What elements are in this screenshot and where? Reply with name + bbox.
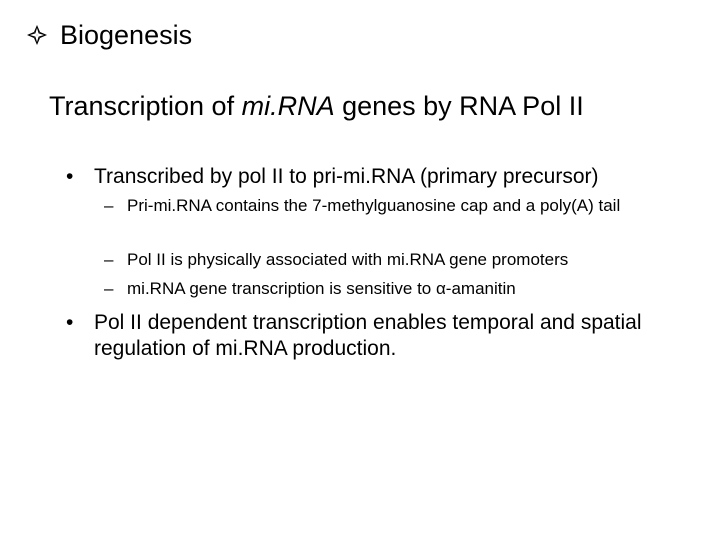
sub-bullet-text: mi.RNA gene transcription is sensitive to α-amanitin: [127, 279, 516, 298]
diamond-bullet-icon: [26, 24, 48, 46]
sub-bullet-marker: –: [104, 196, 114, 215]
bullet-marker: •: [66, 165, 74, 188]
slide-heading: [26, 18, 192, 52]
sub-bullet-item: [104, 250, 687, 270]
subtitle-italic: mi.RNA: [241, 91, 335, 121]
sub-bullet-marker: –: [104, 279, 114, 298]
sub-bullet-text: Pri-mi.RNA contains the 7-methylguanosine cap and a poly(A) tail: [127, 196, 621, 215]
bullet-text: Transcribed by pol II to pri-mi.RNA (primary precursor): [94, 165, 599, 188]
sub-bullet-marker: –: [104, 250, 114, 269]
slide-subtitle: [49, 89, 584, 123]
heading-text: Biogenesis: [60, 20, 193, 50]
bullet-item: [66, 164, 664, 190]
bullet-text: Pol II dependent transcription enables temporal and spatial regulation of mi.RNA production.: [94, 311, 642, 360]
bullet-item: [66, 310, 664, 362]
subtitle-suffix: genes by RNA Pol II: [334, 91, 584, 121]
sub-bullet-text: Pol II is physically associated with mi.RNA gene promoters: [127, 250, 569, 269]
sub-bullet-item: [104, 279, 687, 299]
subtitle-prefix: Transcription of: [49, 91, 242, 121]
bullet-marker: •: [66, 311, 74, 334]
sub-bullet-item: [104, 196, 687, 216]
